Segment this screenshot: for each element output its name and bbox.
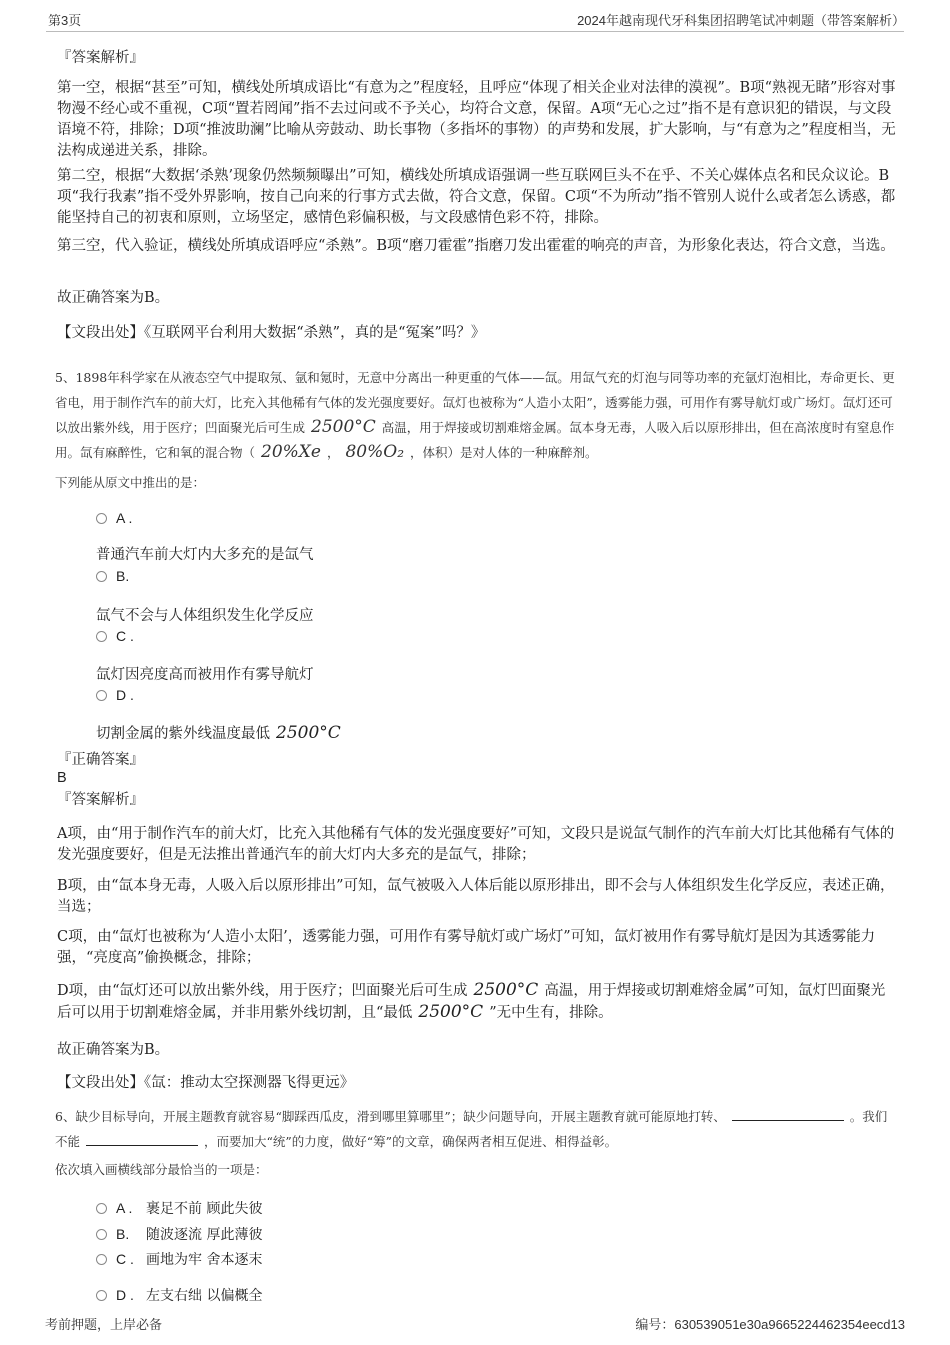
analysis-option-d: [57, 980, 897, 1024]
question-prompt: 依次填入画横线部分最恰当的一项是：: [55, 1162, 268, 1177]
analysis-option-b: B项，由“氙本身无毒，人吸入后以原形排出”可知，氙气被吸入人体后能以原形排出，即不会与人体组织发生化学反应，表述正确，当选；: [57, 878, 895, 915]
radio-icon: [96, 1254, 107, 1265]
math-temperature: 2500°C: [418, 1002, 484, 1022]
page-number: 第3页: [48, 13, 82, 28]
option-b-radio[interactable]: [96, 1224, 262, 1244]
document-id: 编号：630539051e30a9665224462354eecd13: [635, 1317, 905, 1332]
analysis-option-a: A项，由“用于制作汽车的前大灯，比充入其他稀有气体的发光强度要好”可知，文段只是说氙气制作的汽车前大灯比其他稀有气体的发光强度要好，但是无法推出普通汽车的前大灯内大多充的是氙气，排除；: [57, 826, 895, 863]
source-citation: 【文段出处】《氙：推动太空探测器飞得更远》: [57, 1075, 355, 1091]
analysis-label: 『答案解析』: [57, 792, 144, 808]
radio-icon: [96, 1290, 107, 1301]
option-letter: B.: [116, 568, 130, 584]
fill-blank-2: [86, 1133, 198, 1146]
math-oxygen: 80%O₂: [345, 442, 405, 462]
option-letter: B.: [116, 1226, 130, 1242]
option-d-radio[interactable]: [96, 687, 134, 703]
analysis-text: 高温，用于焊接或切割难熔金属”可知，氙灯凹面聚光后可以用于切割难熔金属，并非用紫外线切割，且“最低: [57, 983, 886, 1021]
header-divider: [46, 31, 904, 32]
analysis-option-c: C项，由“氙灯也被称为‘人造小太阳’，透雾能力强，可用作有雾导航灯或广场灯”可知，氙灯被用作有雾导航灯是因为其透雾能力强，“亮度高”偷换概念，排除；: [57, 929, 876, 966]
source-citation: 【文段出处】《互联网平台利用大数据“杀熟”，真的是“冤案”吗？》: [57, 325, 486, 341]
math-temperature: 2500°C: [276, 723, 341, 743]
stem-text: 6、缺少目标导向，开展主题教育就容易“脚踩西瓜皮，滑到哪里算哪里”；缺少问题导向，开展主题教育就可能原地打转、: [55, 1109, 726, 1124]
analysis-paragraph-3: 第三空，代入验证，横线处所填成语呼应“杀熟”。B项“磨刀霍霍”指磨刀发出霍霍的响亮的声音，为形象化表达，符合文意，当选。: [57, 238, 895, 254]
radio-icon: [96, 631, 107, 642]
question-5-stem: [55, 365, 898, 465]
stem-text: 。我们不能: [55, 1109, 888, 1149]
stem-text: 5、1898年科学家在从液态空气中提取氖、氩和氪时，无意中分离出一种更重的气体——氙。用氙气充的灯泡与同等功率的充氩灯泡相比，寿命更长、更省电，用于制作汽车的前大灯，比充入其他稀有气体的发光强度要好。氙灯也被称为“人造小太阳”，透雾能力强，可用作有雾导航灯或广场灯。氙灯还可以放出紫外线，用于医疗；凹面聚光后可生成: [55, 370, 895, 435]
stem-separator: ，: [326, 445, 340, 460]
analysis-paragraph-2: 第二空，根据“大数据‘杀熟’现象仍然频频曝出”可知，横线处所填成语强调一些互联网巨头不在乎、不关心媒体点名和民众议论。B项“我行我素”指不受外界影响，按自己向来的行事方式去做，符合文意，保留。C项“不为所动”指不管别人说什么或者怎么诱惑，都能坚持自己的初衷和原则，立场坚定，感情色彩偏积极，与文段感情色彩不符，排除。: [57, 168, 896, 226]
answer-conclusion: 故正确答案为B。: [57, 290, 170, 306]
option-letter: C .: [116, 1251, 134, 1267]
radio-icon: [96, 513, 107, 524]
option-b-radio[interactable]: [96, 568, 129, 584]
option-d-text: [96, 722, 347, 743]
option-a-text: 普通汽车前大灯内大多充的是氙气: [96, 547, 314, 563]
option-d-label: 切割金属的紫外线温度最低: [96, 726, 270, 742]
option-c-radio[interactable]: [96, 1249, 262, 1269]
radio-icon: [96, 1203, 107, 1214]
analysis-text: ”无中生有，排除。: [489, 1005, 613, 1021]
math-temperature: 2500°C: [311, 417, 376, 437]
stem-text: 高温，用于焊接或切割难熔金属。氙本身无毒，人吸入后以原形排出，但在高浓度时有窒息作用。氙有麻醉性，它和氧的混合物（: [55, 420, 895, 460]
analysis-text: D项，由“氙灯还可以放出紫外线，用于医疗；凹面聚光后可生成: [57, 983, 468, 999]
option-c-radio[interactable]: [96, 628, 134, 644]
math-temperature: 2500°C: [473, 980, 539, 1000]
answer-conclusion: 故正确答案为B。: [57, 1042, 170, 1058]
option-c-text: 氙灯因亮度高而被用作有雾导航灯: [96, 667, 314, 683]
question-6-stem: [55, 1104, 898, 1154]
analysis-label: 『答案解析』: [57, 50, 144, 66]
question-prompt: 下列能从原文中推出的是：: [55, 475, 206, 490]
footer-slogan: 考前押题，上岸必备: [45, 1318, 163, 1333]
option-letter: A .: [116, 510, 133, 526]
option-text: 裹足不前 顾此失彼: [146, 1201, 263, 1217]
analysis-paragraph-1: 第一空，根据“甚至”可知，横线处所填成语比“有意为之”程度轻，且呼应“体现了相关企业对法律的漠视”。B项“熟视无睹”形容对事物漫不经心或不重视，C项“置若罔闻”指不去过问或不予关心，均符合文意，保留。A项“无心之过”指不是有意识犯的错误，与文段语境不符，排除；D项“推波助澜”比喻从旁鼓动、助长事物（多指坏的事物）的声势和发展，扩大影响，与“有意为之”程度相当，无法构成递进关系，排除。: [57, 80, 896, 159]
option-text: 左支右绌 以偏概全: [146, 1288, 263, 1304]
option-text: 随波逐流 厚此薄彼: [146, 1227, 263, 1243]
option-text: 画地为牢 舍本逐末: [146, 1252, 263, 1268]
correct-answer-label: 『正确答案』: [57, 752, 144, 768]
option-letter: D .: [116, 1287, 134, 1303]
radio-icon: [96, 690, 107, 701]
document-title: 2024年越南现代牙科集团招聘笔试冲刺题（带答案解析）: [577, 13, 905, 28]
option-d-radio[interactable]: [96, 1285, 262, 1305]
option-letter: A .: [116, 1200, 133, 1216]
radio-icon: [96, 571, 107, 582]
radio-icon: [96, 1229, 107, 1240]
option-letter: C .: [116, 628, 134, 644]
math-xenon: 20%Xe: [261, 442, 321, 462]
option-a-radio[interactable]: [96, 510, 132, 526]
stem-text: ，体积）是对人体的一种麻醉剂。: [410, 445, 598, 460]
fill-blank-1: [732, 1108, 844, 1121]
correct-answer: B: [57, 770, 67, 786]
stem-text: ，而要加大“统”的力度，做好“筹”的文章，确保两者相互促进、相得益彰。: [204, 1134, 618, 1149]
option-b-text: 氙气不会与人体组织发生化学反应: [96, 608, 314, 624]
option-a-radio[interactable]: [96, 1198, 262, 1218]
option-letter: D .: [116, 687, 134, 703]
